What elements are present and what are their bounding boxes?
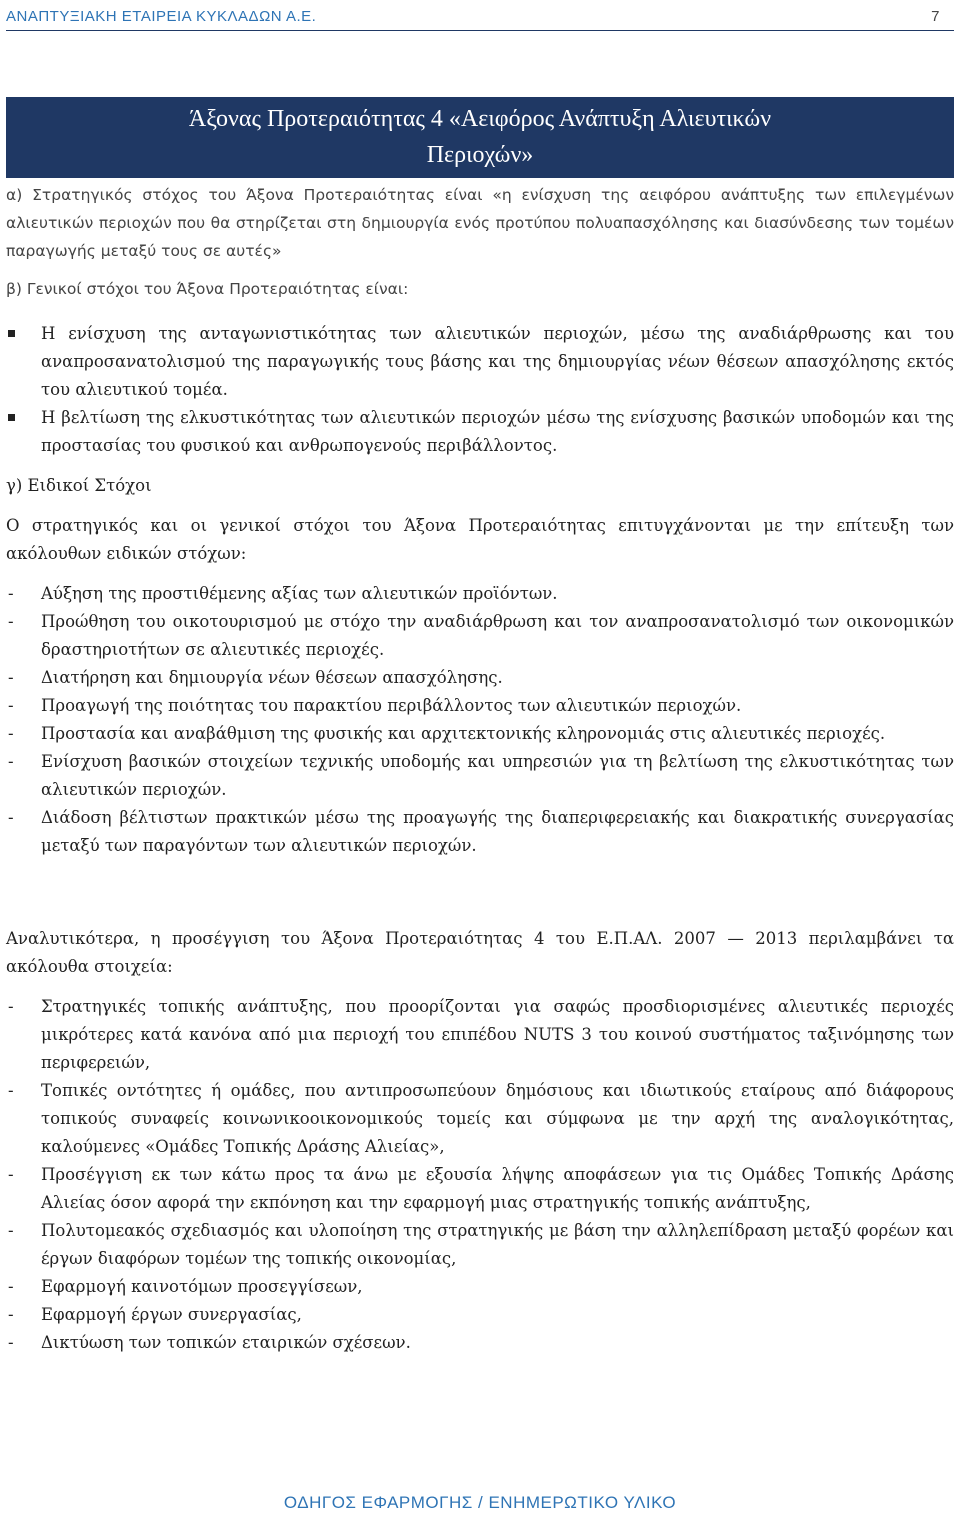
list-item: - Εφαρμογή έργων συνεργασίας, [8, 1305, 302, 1324]
list-item: - Προαγωγή της ποιότητας του παρακτίου περιβάλλοντος των αλιευτικών περιοχών. [8, 696, 742, 715]
list-item: - Προσέγγιση εκ των κάτω προς τα άνω με εξουσία λήψης αποφάσεων για τις Ομάδες Τοπικής Δράσης Αλιείας όσον αφορά την εκπόνηση και την εφαρμογή μιας στρατηγικής τοπικής ανάπτυξης, [8, 1165, 954, 1212]
list-item: - Εφαρμογή καινοτόμων προσεγγίσεων, [8, 1277, 363, 1296]
section-title-line-1: Άξονας Προτεραιότητας 4 «Αειφόρος Ανάπτυξη Αλιευτικών [188, 106, 772, 132]
square-bullet-icon [8, 414, 15, 421]
general-goals-list [6, 320, 954, 460]
header-organization: ΑΝΑΠΤΥΞΙΑΚΗ ΕΤΑΙΡΕΙΑ ΚΥΚΛΑΔΩΝ Α.Ε. [6, 8, 317, 25]
list-item: - Πολυτομεακός σχεδιασμός και υλοποίηση της στρατηγικής με βάση την αλληλεπίδραση μεταξύ φορέων και έργων διαφόρων τομέων της τοπικής οικονομίας, [8, 1221, 954, 1268]
approach-intro: Αναλυτικότερα, η προσέγγιση του Άξονα Προτεραιότητας 4 του Ε.Π.ΑΛ. 2007 — 2013 περιλαμβάνει τα ακόλουθα στοιχεία: [6, 929, 954, 976]
list-item: - Αύξηση της προστιθέμενης αξίας των αλιευτικών προϊόντων. [8, 584, 558, 603]
list-item: - Προστασία και αναβάθμιση της φυσικής και αρχιτεκτονικής κληρονομιάς στις αλιευτικές περιοχές. [8, 724, 886, 743]
approach-list [6, 993, 954, 1357]
list-item: - Τοπικές οντότητες ή ομάδες, που αντιπροσωπεύουν δημόσιους και ιδιωτικούς εταίρους από διάφορους τοπικούς συναφείς κοινωνικοοικονομικούς τομείς και σύμφωνα με την αρχή της αναλογικότητας, καλούμενες «Ομάδες Τοπικής Δράσης Αλιείας», [8, 1081, 954, 1156]
square-bullet-icon [8, 330, 15, 337]
strategic-goal-paragraph: α) Στρατηγικός στόχος του Άξονα Προτεραιότητας είναι «η ενίσχυση της αειφόρου ανάπτυξης των επιλεγμένων αλιευτικών περιοχών που θα στηρίζεται στη δημιουργία ενός προτύπου πολυαπασχόλησης και διασύνδεσης των τομέων παραγωγής μεταξύ τους σε αυτές» [6, 186, 954, 260]
specific-goals-intro: Ο στρατηγικός και οι γενικοί στόχοι του Άξονα Προτεραιότητας επιτυγχάνονται με την επίτευξη των ακόλουθων ειδικών στόχων: [6, 516, 954, 563]
page-header [6, 4, 954, 31]
specific-goals-list [6, 580, 954, 860]
list-item: Η ενίσχυση της ανταγωνιστικότητας των αλιευτικών περιοχών, μέσω της αναδιάρθρωσης και του αναπροσανατολισμού της παραγωγικής τους βάσης και της δημιουργίας νέων θέσεων απασχόλησης εκτός του αλιευτικού τομέα. [6, 320, 954, 404]
section-title-banner [6, 97, 954, 178]
list-item: - Ενίσχυση βασικών στοιχείων τεχνικής υποδομής και υπηρεσιών για τη βελτίωση της ελκυστικότητας των αλιευτικών περιοχών. [8, 752, 954, 799]
list-item: - Δικτύωση των τοπικών εταιρικών σχέσεων. [8, 1333, 411, 1352]
strategic-goal-block [6, 181, 954, 303]
specific-goals-heading: γ) Ειδικοί Στόχοι [6, 476, 152, 495]
section-title-line-2: Περιοχών» [426, 142, 534, 168]
list-item: - Προώθηση του οικοτουρισμού με στόχο την αναδιάρθρωση και τον αναπροσανατολισμό των οικονομικών δραστηριοτήτων σε αλιευτικές περιοχές. [8, 612, 954, 659]
list-item: - Διάδοση βέλτιστων πρακτικών μέσω της προαγωγής της διαπεριφερειακής και διακρατικής συνεργασίας μεταξύ των παραγόντων των αλιευτικών περιοχών. [8, 808, 954, 855]
list-item: Η βελτίωση της ελκυστικότητας των αλιευτικών περιοχών μέσω της ενίσχυσης βασικών υποδομών και της προστασίας του φυσικού και ανθρωπογενούς περιβάλλοντος. [6, 404, 954, 460]
list-item: - Στρατηγικές τοπικής ανάπτυξης, που προορίζονται για σαφώς προσδιορισμένες αλιευτικές περιοχές μικρότερες κατά κανόνα από μια περιοχή του επιπέδου NUTS 3 του κοινού συστήματος ταξινόμησης των περιφερειών, [8, 997, 954, 1072]
page-footer: ΟΔΗΓΟΣ ΕΦΑΡΜΟΓΗΣ / ΕΝΗΜΕΡΩΤΙΚΟ ΥΛΙΚΟ [283, 1493, 677, 1512]
page-number: 7 [931, 8, 940, 25]
list-item: - Διατήρηση και δημιουργία νέων θέσεων απασχόλησης. [8, 668, 503, 687]
general-goals-block [6, 320, 954, 860]
approach-block [6, 925, 954, 1357]
general-goals-heading: β) Γενικοί στόχοι του Άξονα Προτεραιότητας είναι: [6, 280, 409, 298]
